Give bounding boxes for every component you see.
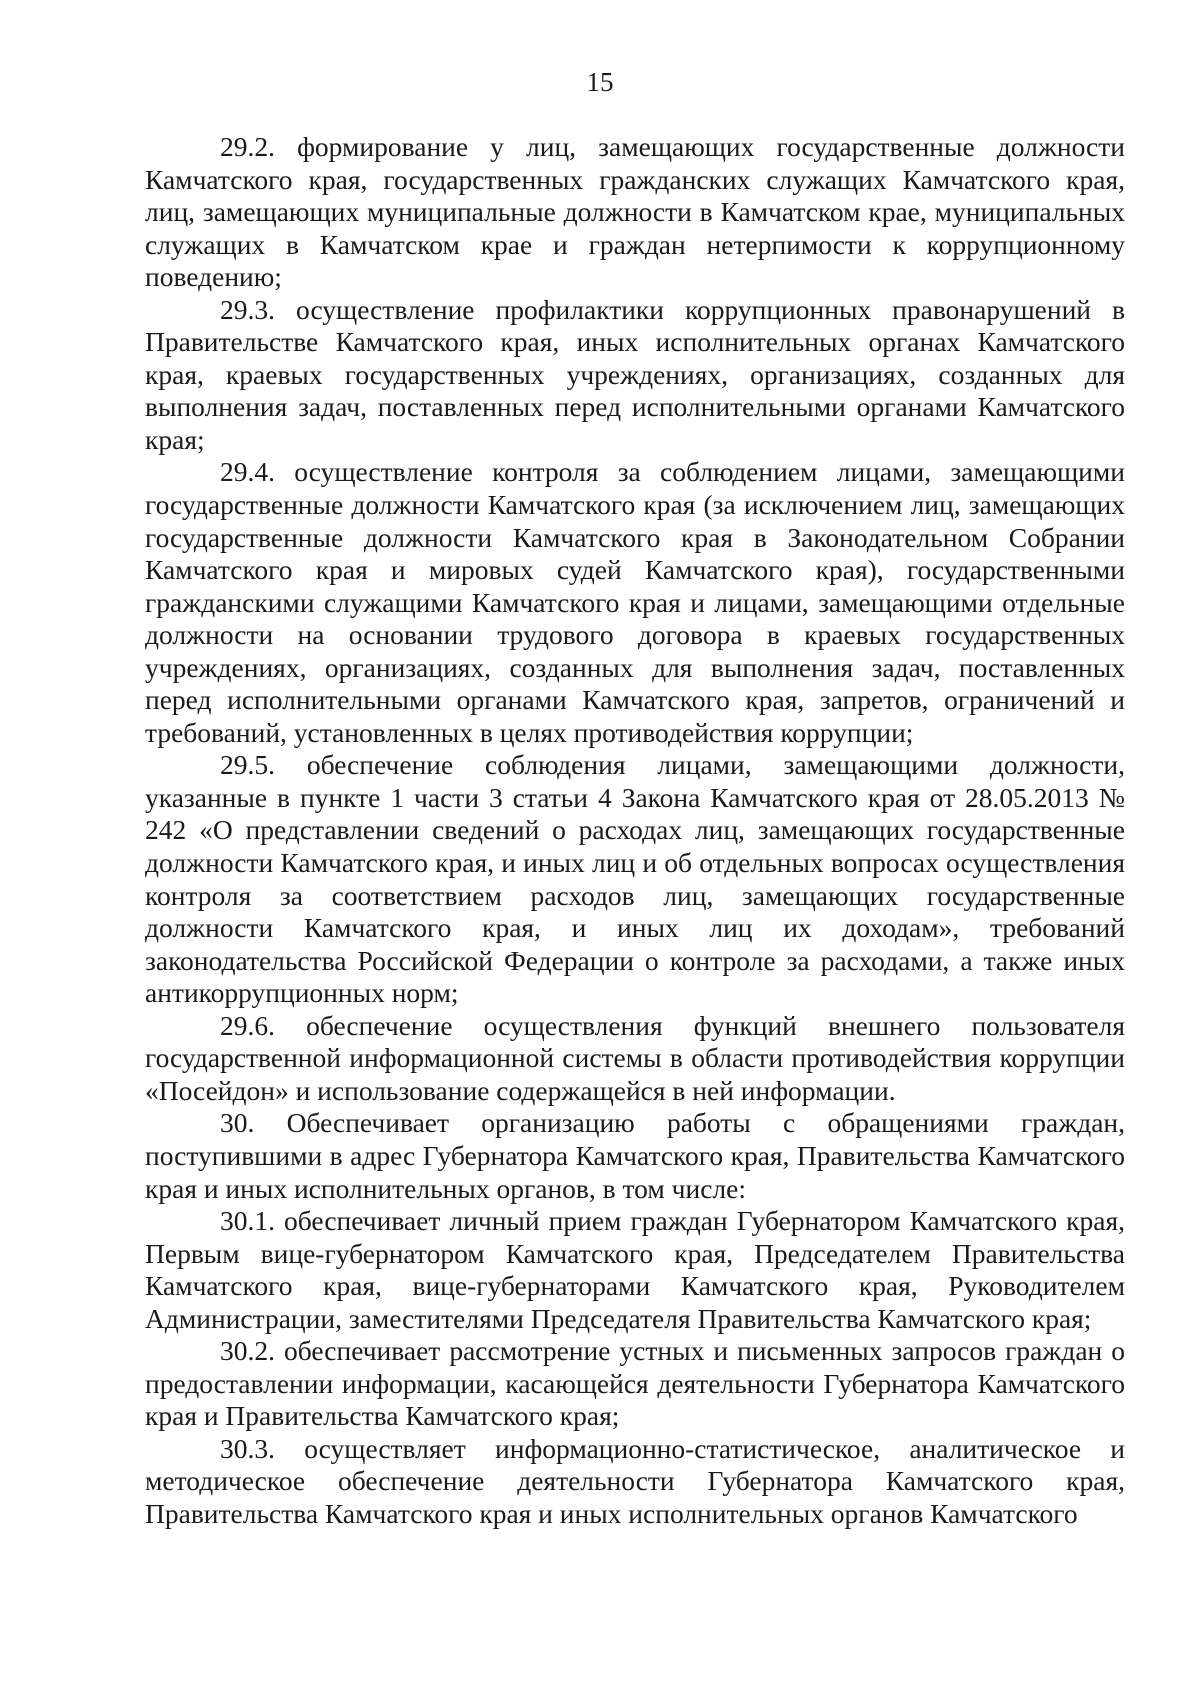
paragraph-29-5: 29.5. обеспечение соблюдения лицами, замещающими должности, указанные в пункте 1 части 3 статьи 4 Закона Камчатского края от 28.05.2013 № 242 «О представлении сведений о расходах лиц, замещающих государственные должности Камчатского края, и иных лиц и об отдельных вопросах осуществления контроля за соответствием расходов лиц, замещающих государственные должности Камчатского края, и иных лиц их доходам», требований законодательства Российской Федерации о контроле за расходами, а также иных антикоррупционных норм; <box>145 749 1125 1009</box>
document-body <box>145 131 1125 1531</box>
paragraph-30-2: 30.2. обеспечивает рассмотрение устных и письменных запросов граждан о предоставлении информации, касающейся деятельности Губернатора Камчатского края и Правительства Камчатского края; <box>145 1335 1125 1432</box>
paragraph-29-6: 29.6. обеспечение осуществления функций внешнего пользователя государственной информационной системы в области противодействия коррупции «Посейдон» и использование содержащейся в ней информации. <box>145 1009 1125 1106</box>
paragraph-30-3: 30.3. осуществляет информационно-статистическое, аналитическое и методическое обеспечение деятельности Губернатора Камчатского края, Правительства Камчатского края и иных исполнительных органов Камчатского <box>145 1432 1125 1529</box>
paragraph-29-4: 29.4. осуществление контроля за соблюдением лицами, замещающими государственные должности Камчатского края (за исключением лиц, замещающих государственные должности Камчатского края в Законодательном Собрании Камчатского края и мировых судей Камчатского края), государственными гражданскими служащими Камчатского края и лицами, замещающими отдельные должности на основании трудового договора в краевых государственных учреждениях, организациях, созданных для выполнения задач, поставленных перед исполнительными органами Камчатского края, запретов, ограничений и требований, установленных в целях противодействия коррупции; <box>145 456 1125 748</box>
paragraph-30-1: 30.1. обеспечивает личный прием граждан Губернатором Камчатского края, Первым вице-губернатором Камчатского края, Председателем Правительства Камчатского края, вице-губернаторами Камчатского края, Руководителем Администрации, заместителями Председателя Правительства Камчатского края; <box>145 1205 1125 1334</box>
page-number: 15 <box>586 67 614 97</box>
paragraph-29-3: 29.3. осуществление профилактики коррупционных правонарушений в Правительстве Камчатского края, иных исполнительных органах Камчатского края, краевых государственных учреждениях, организациях, созданных для выполнения задач, поставленных перед исполнительными органами Камчатского края; <box>145 293 1125 455</box>
paragraph-29-2: 29.2. формирование у лиц, замещающих государственные должности Камчатского края, государственных гражданских служащих Камчатского края, лиц, замещающих муниципальные должности в Камчатском крае, муниципальных служащих в Камчатском крае и граждан нетерпимости к коррупционному поведению; <box>145 131 1125 293</box>
paragraph-30: 30. Обеспечивает организацию работы с обращениями граждан, поступившими в адрес Губернатора Камчатского края, Правительства Камчатского края и иных исполнительных органов, в том числе: <box>145 1107 1125 1204</box>
